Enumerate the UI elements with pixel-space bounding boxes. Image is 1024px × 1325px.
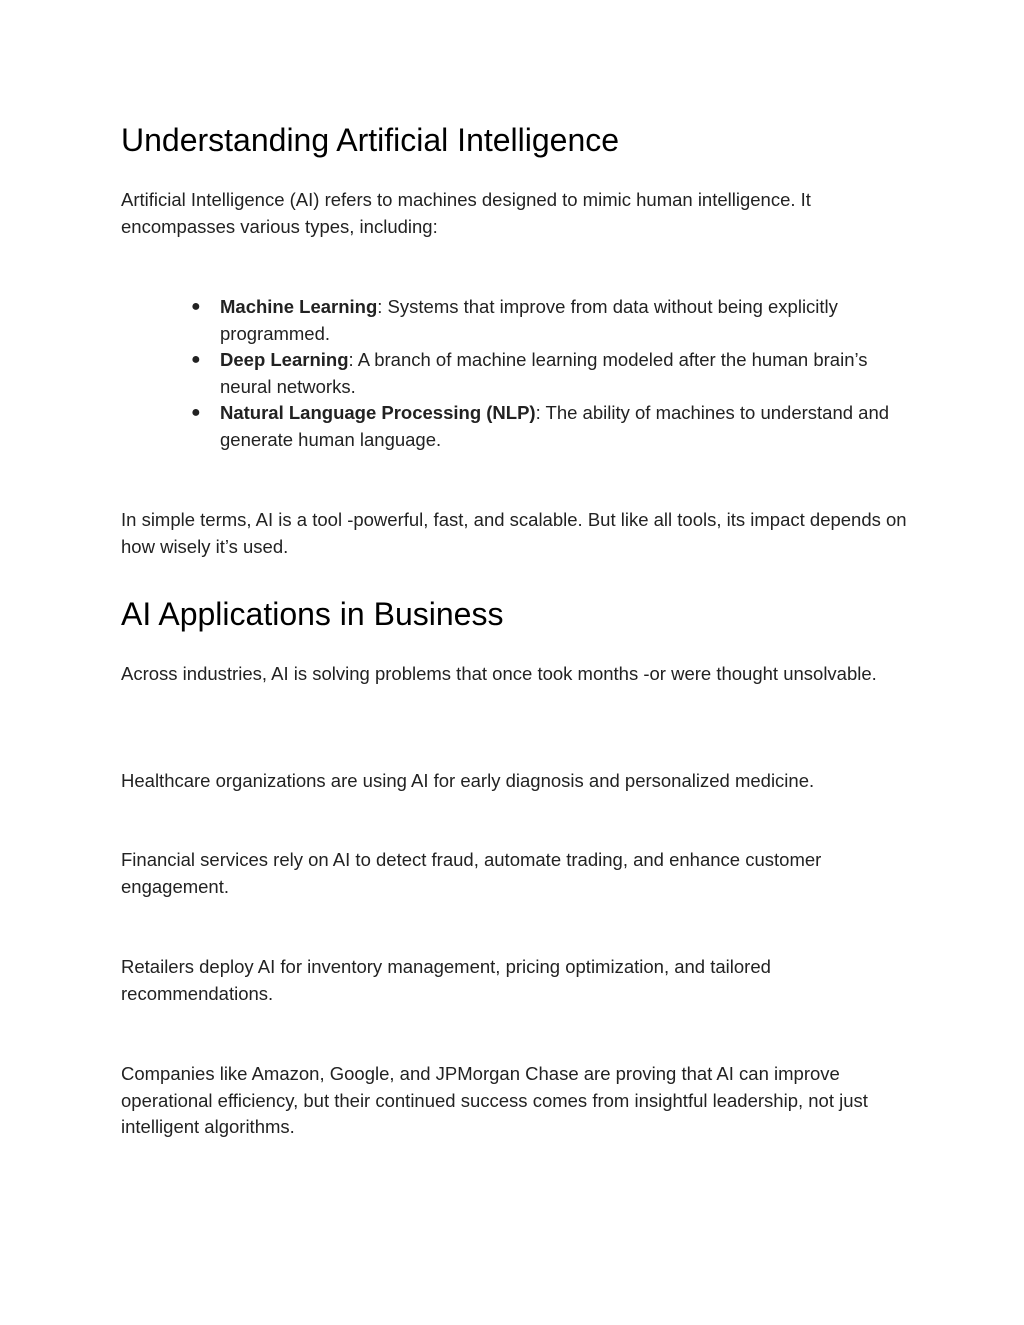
summary-paragraph: In simple terms, AI is a tool -powerful, fast, and scalable. But like all tools, its impact depends on how wisely it’s used. (121, 509, 907, 557)
companies-paragraph: Companies like Amazon, Google, and JPMorgan Chase are proving that AI can improve operational efficiency, but their continued success comes from insightful leadership, not just intelligent algorithms. (121, 1063, 868, 1138)
bullet-icon: ● (191, 404, 201, 422)
term-nlp: Natural Language Processing (NLP) (220, 402, 536, 424)
term-deep-learning: Deep Learning (220, 349, 349, 371)
term-machine-learning: Machine Learning (220, 296, 378, 317)
industries-paragraph: Across industries, AI is solving problems that once took months -or were thought unsolvable. (121, 663, 877, 684)
retail-paragraph: Retailers deploy AI for inventory management, pricing optimization, and tailored recommendations. (121, 956, 771, 1004)
financial-paragraph: Financial services rely on AI to detect fraud, automate trading, and enhance customer engagement. (121, 849, 822, 897)
desc-nlp: : The ability of machines to understand and generate human language. (220, 402, 890, 450)
bullet-icon: ● (191, 298, 201, 315)
heading-ai-applications: AI Applications in Business (121, 596, 504, 632)
intro-paragraph: Artificial Intelligence (AI) refers to machines designed to mimic human intelligence. It encompasses various types, including: (121, 189, 811, 237)
ai-types-list (121, 294, 911, 454)
healthcare-paragraph: Healthcare organizations are using AI for early diagnosis and personalized medicine. (121, 770, 815, 791)
heading-understanding-ai: Understanding Artificial Intelligence (121, 122, 620, 158)
desc-machine-learning: : Systems that improve from data without being explicitly programmed. (220, 296, 838, 344)
desc-deep-learning: : A branch of machine learning modeled after the human brain’s neural networks. (220, 349, 868, 397)
list-item-deep-learning (121, 347, 900, 400)
list-item-machine-learning (121, 294, 900, 347)
list-item-nlp (121, 400, 900, 453)
bullet-icon: ● (191, 351, 201, 369)
